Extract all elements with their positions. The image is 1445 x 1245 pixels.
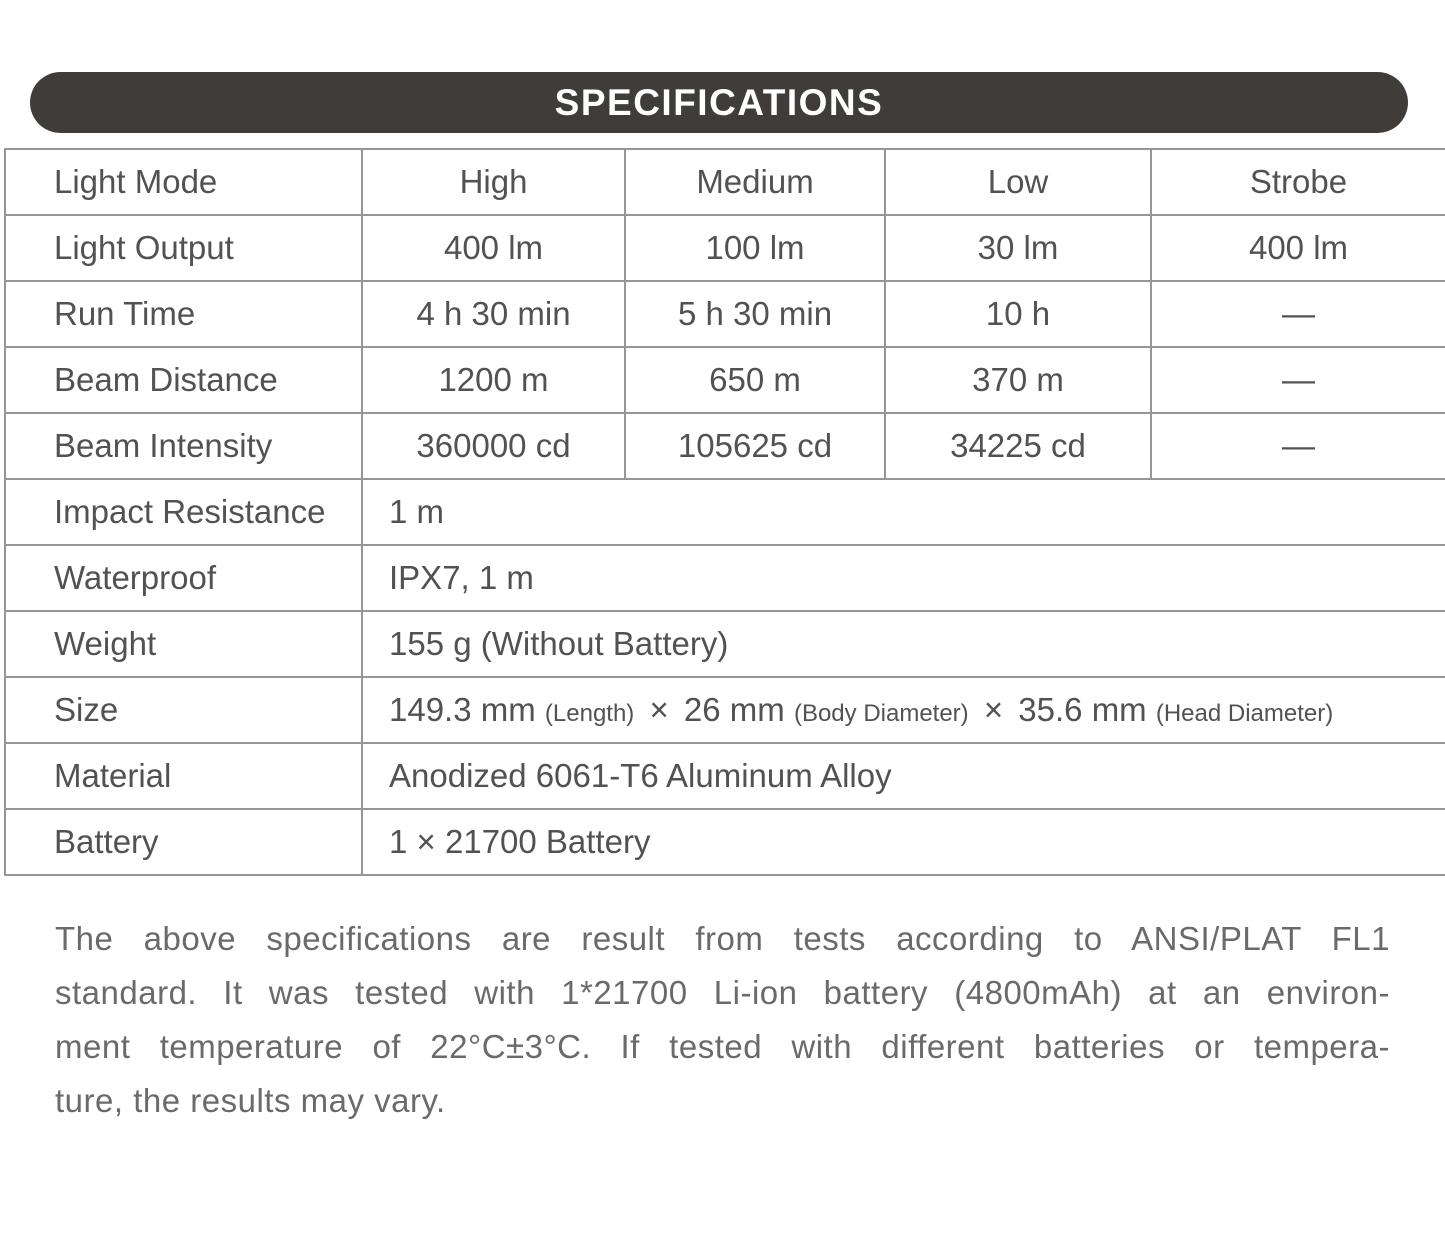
- table-row-size: [5, 677, 1445, 743]
- disclaimer-line-2: standard. It was tested with 1*21700 Li-ion battery (4800mAh) at an environ-: [55, 974, 1390, 1011]
- cell-light-output-strobe: 400 lm: [1151, 215, 1445, 281]
- test-disclaimer-paragraph: [55, 912, 1390, 1128]
- column-header-medium: Medium: [625, 149, 885, 215]
- cell-beam-intensity-strobe: —: [1151, 413, 1445, 479]
- row-label-battery: Battery: [5, 809, 362, 875]
- table-row-light-output: [5, 215, 1445, 281]
- row-label-material: Material: [5, 743, 362, 809]
- column-header-strobe: Strobe: [1151, 149, 1445, 215]
- row-label-impact-resistance: Impact Resistance: [5, 479, 362, 545]
- table-row-battery: [5, 809, 1445, 875]
- specifications-title-pill: [30, 72, 1408, 133]
- row-label-weight: Weight: [5, 611, 362, 677]
- cell-beam-distance-medium: 650 m: [625, 347, 885, 413]
- cell-size-value: [362, 677, 1445, 743]
- cell-run-time-medium: 5 h 30 min: [625, 281, 885, 347]
- table-row-weight: [5, 611, 1445, 677]
- table-row-run-time: [5, 281, 1445, 347]
- row-label-run-time: Run Time: [5, 281, 362, 347]
- cell-beam-intensity-medium: 105625 cd: [625, 413, 885, 479]
- cell-run-time-low: 10 h: [885, 281, 1151, 347]
- cell-impact-resistance-value: 1 m: [362, 479, 1445, 545]
- size-multiply-sign: ×: [983, 691, 1004, 728]
- disclaimer-line-3: ment temperature of 22°C±3°C. If tested with different batteries or tempera-: [55, 1028, 1390, 1065]
- size-head-value: 35.6 mm: [1018, 691, 1147, 728]
- row-label-light-output: Light Output: [5, 215, 362, 281]
- size-body-note: (Body Diameter): [793, 700, 969, 727]
- table-row-beam-intensity: [5, 413, 1445, 479]
- row-label-beam-intensity: Beam Intensity: [5, 413, 362, 479]
- cell-weight-value: 155 g (Without Battery): [362, 611, 1445, 677]
- row-label-light-mode: Light Mode: [5, 149, 362, 215]
- cell-run-time-strobe: —: [1151, 281, 1445, 347]
- row-label-beam-distance: Beam Distance: [5, 347, 362, 413]
- specifications-table: [4, 148, 1445, 876]
- cell-waterproof-value: IPX7, 1 m: [362, 545, 1445, 611]
- table-row-impact-resistance: [5, 479, 1445, 545]
- cell-beam-intensity-high: 360000 cd: [362, 413, 625, 479]
- cell-beam-distance-strobe: —: [1151, 347, 1445, 413]
- disclaimer-line-1: The above specifications are result from tests according to ANSI/PLAT FL1: [55, 920, 1390, 957]
- table-row-waterproof: [5, 545, 1445, 611]
- size-multiply-sign: ×: [649, 691, 669, 728]
- page-title: SPECIFICATIONS: [554, 81, 884, 123]
- row-label-waterproof: Waterproof: [5, 545, 362, 611]
- cell-light-output-high: 400 lm: [362, 215, 625, 281]
- cell-beam-intensity-low: 34225 cd: [885, 413, 1151, 479]
- size-length-note: (Length): [544, 700, 635, 727]
- cell-material-value: Anodized 6061-T6 Aluminum Alloy: [362, 743, 1445, 809]
- row-label-size: Size: [5, 677, 362, 743]
- cell-beam-distance-high: 1200 m: [362, 347, 625, 413]
- size-head-note: (Head Diameter): [1155, 700, 1334, 727]
- cell-light-output-low: 30 lm: [885, 215, 1151, 281]
- column-header-low: Low: [885, 149, 1151, 215]
- cell-beam-distance-low: 370 m: [885, 347, 1151, 413]
- cell-light-output-medium: 100 lm: [625, 215, 885, 281]
- column-header-high: High: [362, 149, 625, 215]
- size-length-value: 149.3 mm: [389, 691, 536, 728]
- disclaimer-line-4: ture, the results may vary.: [55, 1082, 446, 1119]
- table-row-material: [5, 743, 1445, 809]
- cell-run-time-high: 4 h 30 min: [362, 281, 625, 347]
- size-body-value: 26 mm: [683, 691, 785, 728]
- table-row-light-mode: [5, 149, 1445, 215]
- table-row-beam-distance: [5, 347, 1445, 413]
- cell-battery-value: 1 × 21700 Battery: [362, 809, 1445, 875]
